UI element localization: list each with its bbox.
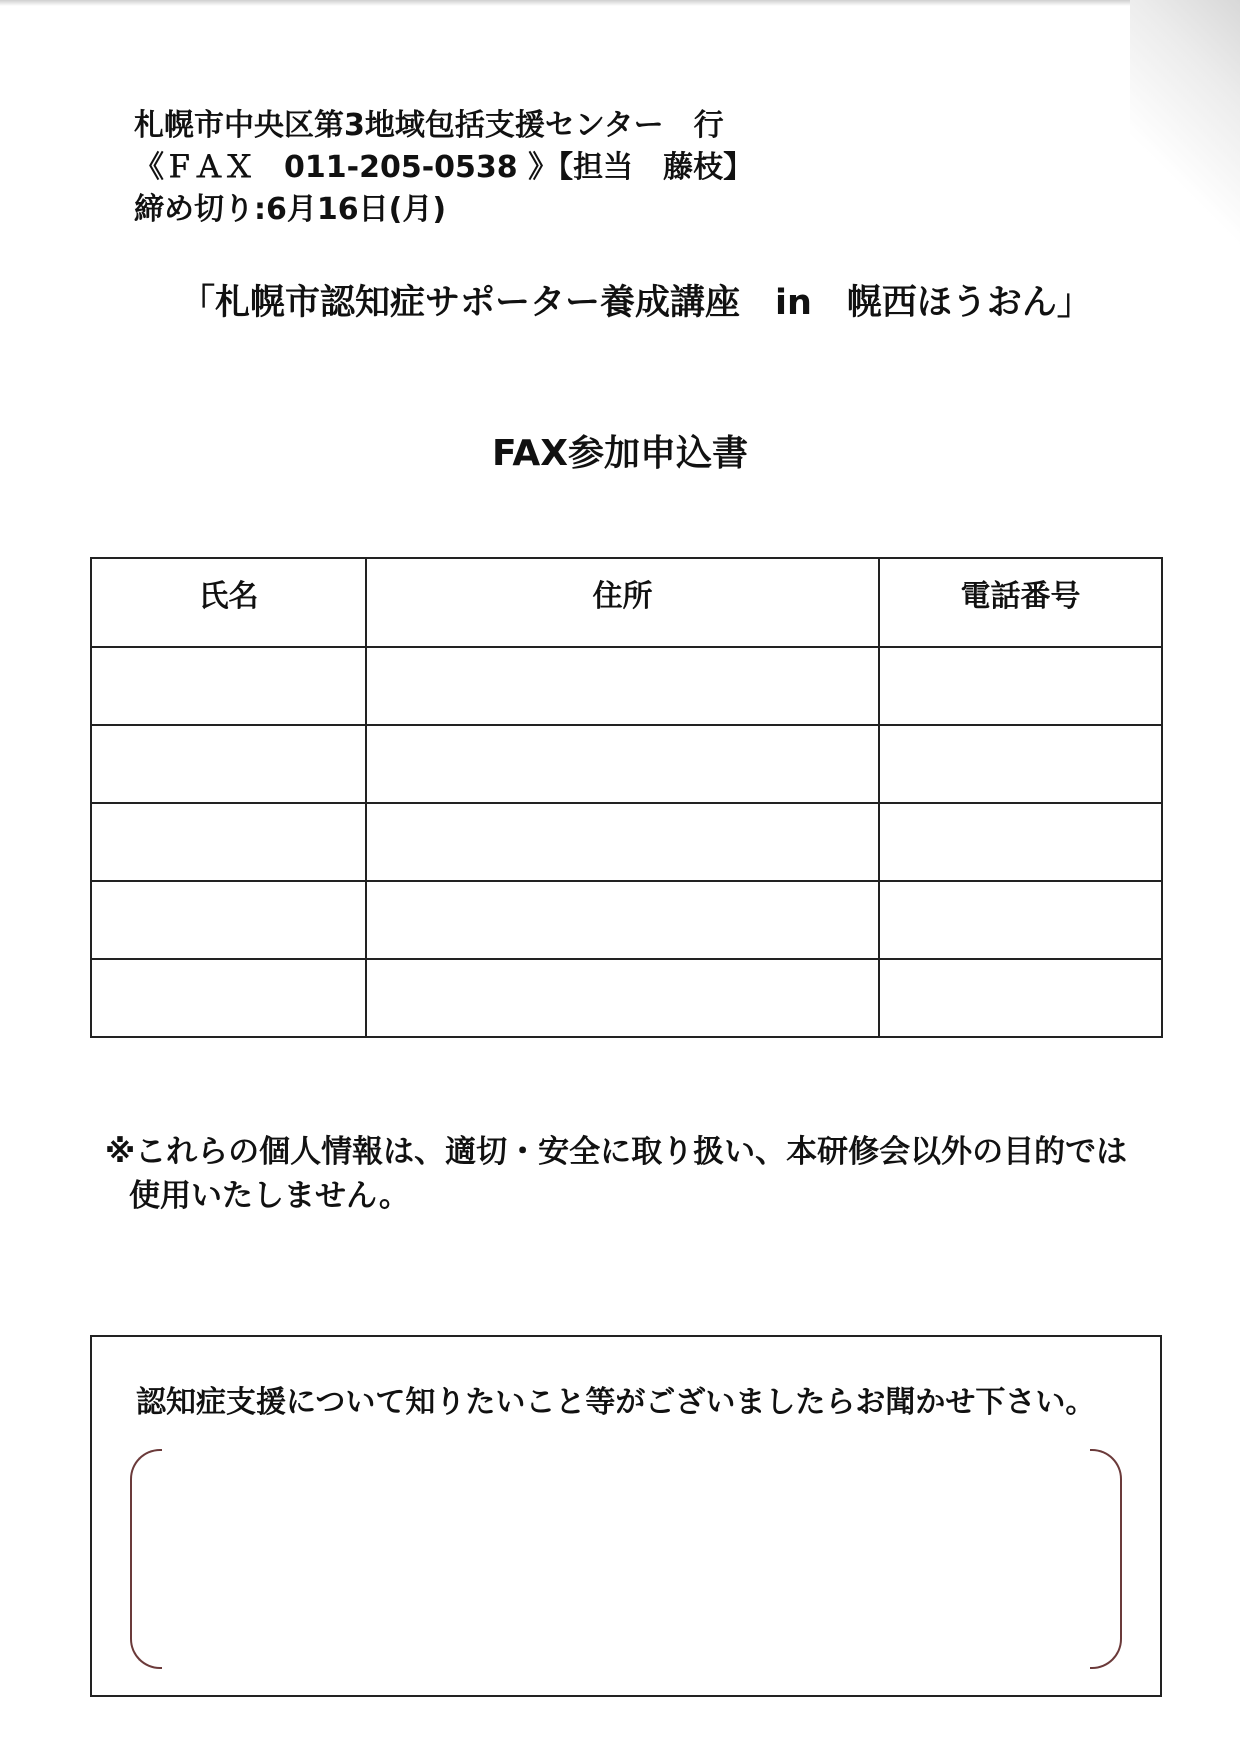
phone-cell[interactable] xyxy=(879,803,1162,881)
column-header-phone: 電話番号 xyxy=(879,558,1162,647)
table-row xyxy=(91,881,1162,959)
name-cell[interactable] xyxy=(91,803,366,881)
scan-corner-fold xyxy=(1130,0,1240,300)
table-header-row xyxy=(91,558,1162,647)
table-row xyxy=(91,647,1162,725)
name-cell[interactable] xyxy=(91,647,366,725)
fax-line: 《ＦＡＸ 011-205-0538 》【担当 藤枝】 xyxy=(134,150,754,185)
phone-cell[interactable] xyxy=(879,959,1162,1037)
comment-field[interactable] xyxy=(172,1457,1072,1657)
header xyxy=(134,105,753,231)
address-cell[interactable] xyxy=(366,803,879,881)
name-cell[interactable] xyxy=(91,725,366,803)
privacy-notice xyxy=(105,1130,1127,1218)
table-row xyxy=(91,959,1162,1037)
name-cell[interactable] xyxy=(91,959,366,1037)
right-bracket xyxy=(1090,1449,1122,1669)
scan-edge xyxy=(0,0,1130,6)
comment-box xyxy=(90,1335,1162,1697)
recipient-line: 札幌市中央区第3地域包括支援センター 行 xyxy=(134,108,724,143)
address-cell[interactable] xyxy=(366,881,879,959)
registration-table xyxy=(90,557,1163,1038)
phone-cell[interactable] xyxy=(879,725,1162,803)
table-row xyxy=(91,803,1162,881)
address-cell[interactable] xyxy=(366,647,879,725)
deadline-line: 締め切り:6月16日(月) xyxy=(134,192,447,227)
form-title: FAX参加申込書 xyxy=(491,433,749,474)
privacy-notice-line-1: ※これらの個人情報は、適切・安全に取り扱い、本研修会以外の目的では xyxy=(105,1134,1128,1170)
course-title: 「札幌市認知症サポーター養成講座 in 幌西ほうおん」 xyxy=(180,283,1092,323)
address-cell[interactable] xyxy=(366,725,879,803)
name-cell[interactable] xyxy=(91,881,366,959)
privacy-notice-line-2: 使用いたしません。 xyxy=(129,1178,410,1214)
phone-cell[interactable] xyxy=(879,881,1162,959)
column-header-name: 氏名 xyxy=(91,558,366,647)
comment-prompt: 認知症支援について知りたいこと等がございましたらお聞かせ下さい。 xyxy=(136,1385,1096,1420)
column-header-address: 住所 xyxy=(366,558,879,647)
table-row xyxy=(91,725,1162,803)
phone-cell[interactable] xyxy=(879,647,1162,725)
left-bracket xyxy=(130,1449,162,1669)
address-cell[interactable] xyxy=(366,959,879,1037)
